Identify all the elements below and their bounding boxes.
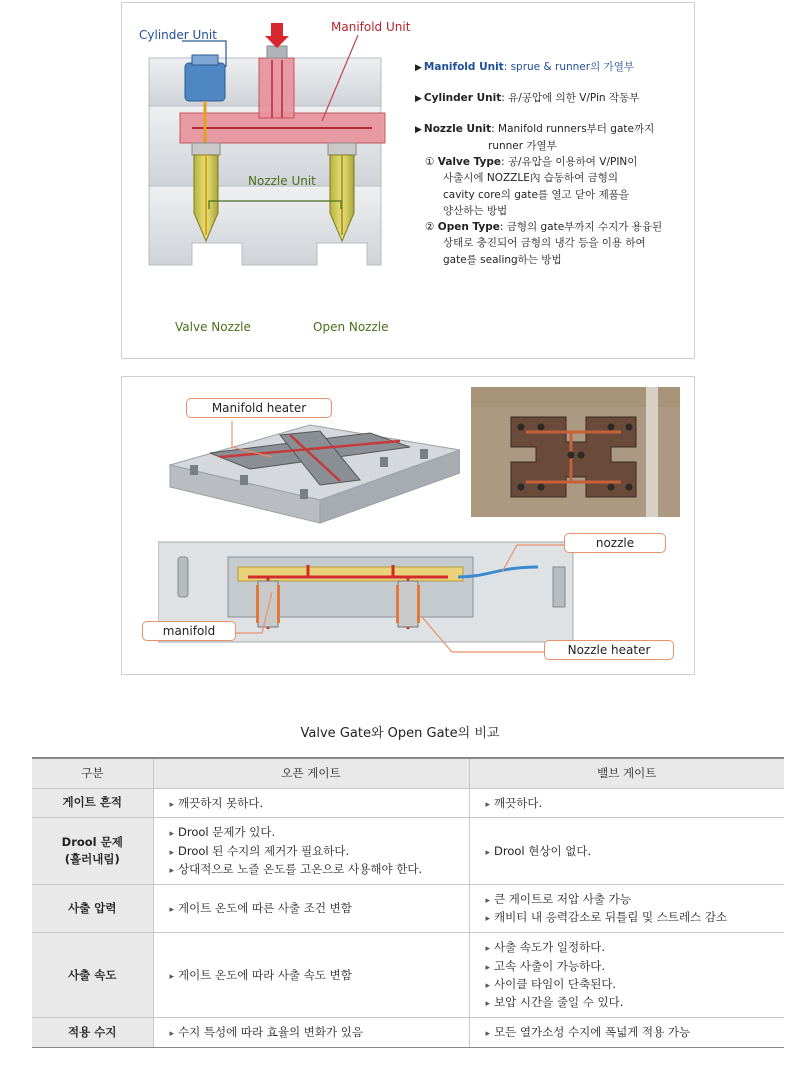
valve-nozzle-label: Valve Nozzle [175, 320, 251, 334]
cylinder-desc-row: ▶ Cylinder Unit: 유/공압에 의한 V/Pin 작동부 [415, 91, 640, 104]
table-row [32, 817, 784, 884]
callout-manifold: manifold [142, 621, 236, 641]
table-row [32, 884, 784, 932]
open-gate-cell [153, 788, 469, 817]
valve-type-cont-2: cavity core의 gate를 열고 닫아 제품을 [443, 188, 630, 201]
unit-description [415, 59, 687, 268]
row-category-line-2: (흘러내림) [64, 851, 120, 866]
open-gate-cell [153, 884, 469, 932]
list-item: ▸ 수지 특성에 따라 효율의 변화가 있음 [170, 1023, 457, 1041]
valve-gate-cell [469, 817, 784, 884]
list-item: ▸ 깨끗하다. [486, 794, 773, 812]
open-gate-cell [153, 817, 469, 884]
callout-leader-lines [122, 377, 696, 676]
valve-gate-cell [469, 932, 784, 1017]
table-row [32, 1017, 784, 1047]
open-gate-cell [153, 932, 469, 1017]
table-row [32, 788, 784, 817]
nozzle-unit-label: Nozzle Unit [248, 174, 316, 188]
manifold-sprue [259, 58, 294, 118]
list-item: ▸ 깨끗하지 못하다. [170, 794, 457, 812]
list-item: ▸ Drool 현상이 없다. [486, 842, 773, 860]
hot-runner-unit-panel [121, 2, 695, 359]
nozzle-desc-cont: runner 가열부 [488, 139, 557, 152]
valve-type-cont-1: 사출시에 NOZZLE內 습동하여 금형의 [443, 172, 619, 185]
list-item: ▸ 캐비티 내 응력감소로 뒤틀림 및 스트레스 감소 [486, 908, 773, 926]
callout-manifold-heater: Manifold heater [186, 398, 332, 418]
open-nozzle-label: Open Nozzle [313, 320, 389, 334]
row-category: 사출 속도 [32, 932, 153, 1017]
table-row [32, 932, 784, 1017]
injection-arrow-icon [265, 23, 289, 48]
list-item: ▸ 큰 게이트로 저압 사출 가능 [486, 890, 773, 908]
list-item: ▸ 보압 시간을 줄일 수 있다. [486, 993, 773, 1011]
valve-gate-cell [469, 1017, 784, 1047]
comparison-table [32, 757, 784, 1048]
callout-nozzle: nozzle [564, 533, 666, 553]
table-header-row [32, 758, 784, 788]
triangle-bullet-icon: ▶ [415, 124, 422, 135]
list-item: ▸ Drool 문제가 있다. [170, 823, 457, 841]
row-category: 사출 압력 [32, 884, 153, 932]
row-category-line-1: Drool 문제 [61, 835, 123, 850]
comparison-title: Valve Gate와 Open Gate의 비교 [300, 726, 500, 741]
valve-gate-cell [469, 884, 784, 932]
manifold-unit-label: Manifold Unit [331, 20, 411, 34]
valve-type-row: ① Valve Type: 공/유압을 이용하여 V/PIN이 [425, 156, 638, 169]
list-item: ▸ 게이트 온도에 따라 사출 속도 변함 [170, 966, 457, 984]
valve-type-cont-3: 양산하는 방법 [443, 204, 508, 217]
row-category: 적용 수지 [32, 1017, 153, 1047]
nozzle-desc-row: ▶ Nozzle Unit: Manifold runners부터 gate까지 [415, 122, 655, 135]
list-item: ▸ 사출 속도가 일정하다. [486, 938, 773, 956]
list-item: ▸ 사이클 타임이 단축된다. [486, 975, 773, 993]
list-item: ▸ Drool 된 수지의 제거가 필요하다. [170, 842, 457, 860]
open-type-cont-2: gate를 sealing하는 방법 [443, 253, 562, 266]
callout-nozzle-heater: Nozzle heater [544, 640, 674, 660]
list-item: ▸ 게이트 온도에 따른 사출 조건 변함 [170, 899, 457, 917]
manifold-desc-row: ▶ Manifold Unit: sprue & runner의 가열부 [415, 61, 634, 73]
header-category: 구분 [32, 758, 153, 788]
open-gate-cell [153, 1017, 469, 1047]
valve-gate-cell [469, 788, 784, 817]
list-item: ▸ 상대적으로 노즐 온도를 고온으로 사용해야 한다. [170, 860, 457, 878]
triangle-bullet-icon: ▶ [415, 63, 422, 73]
triangle-bullet-icon: ▶ [415, 93, 422, 104]
cylinder-unit-label: Cylinder Unit [139, 28, 217, 42]
open-type-cont-1: 상태로 충진되어 금형의 냉각 등을 이용 하여 [443, 237, 646, 250]
cylinder-body [185, 63, 225, 101]
list-item: ▸ 모든 열가소성 수지에 폭넓게 적용 가능 [486, 1023, 773, 1041]
list-item: ▸ 고속 사출이 가능하다. [486, 957, 773, 975]
row-category [32, 817, 153, 884]
manifold-heater-panel [121, 376, 695, 675]
row-category: 게이트 흔적 [32, 788, 153, 817]
header-open-gate: 오픈 게이트 [153, 758, 469, 788]
header-valve-gate: 밸브 게이트 [469, 758, 784, 788]
open-type-row: ② Open Type: 금형의 gate부까지 수지가 용융된 [425, 221, 663, 234]
